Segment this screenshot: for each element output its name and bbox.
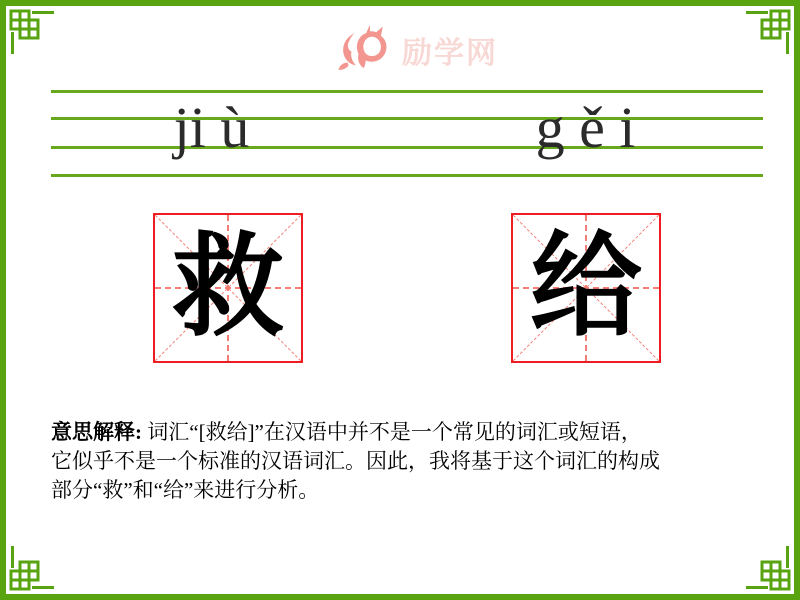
hanzi-character-gei: 给 xyxy=(530,226,642,350)
meaning-label: 意思解释: xyxy=(51,420,142,444)
fox-flame-logo-icon xyxy=(338,22,398,70)
corner-ornament-icon xyxy=(8,546,54,592)
meaning-line-3: 部分“救”和“给”来进行分析。 xyxy=(51,478,320,502)
site-logo xyxy=(338,20,518,70)
meaning-line-1-text: 词汇“[救给]”在汉语中并不是一个常见的词汇或短语， xyxy=(142,420,642,444)
corner-ornament-icon xyxy=(746,8,792,54)
meaning-paragraph xyxy=(51,418,769,505)
pinyin-word-jiu: ji ù xyxy=(173,95,250,160)
corner-ornament-icon xyxy=(746,546,792,592)
site-name-text: 励学网 xyxy=(402,37,498,70)
hanzi-character-jiu: 救 xyxy=(172,226,284,350)
corner-ornament-icon xyxy=(8,8,54,54)
stroke-box-jiu xyxy=(153,213,303,363)
pinyin-grid-line xyxy=(51,174,763,177)
stroke-box-gei xyxy=(511,213,661,363)
meaning-line-1 xyxy=(51,418,769,447)
pinyin-word-gei: g ě i xyxy=(535,95,636,160)
meaning-line-2: 它似乎不是一个标准的汉语词汇。因此，我将基于这个词汇的构成 xyxy=(51,449,660,473)
